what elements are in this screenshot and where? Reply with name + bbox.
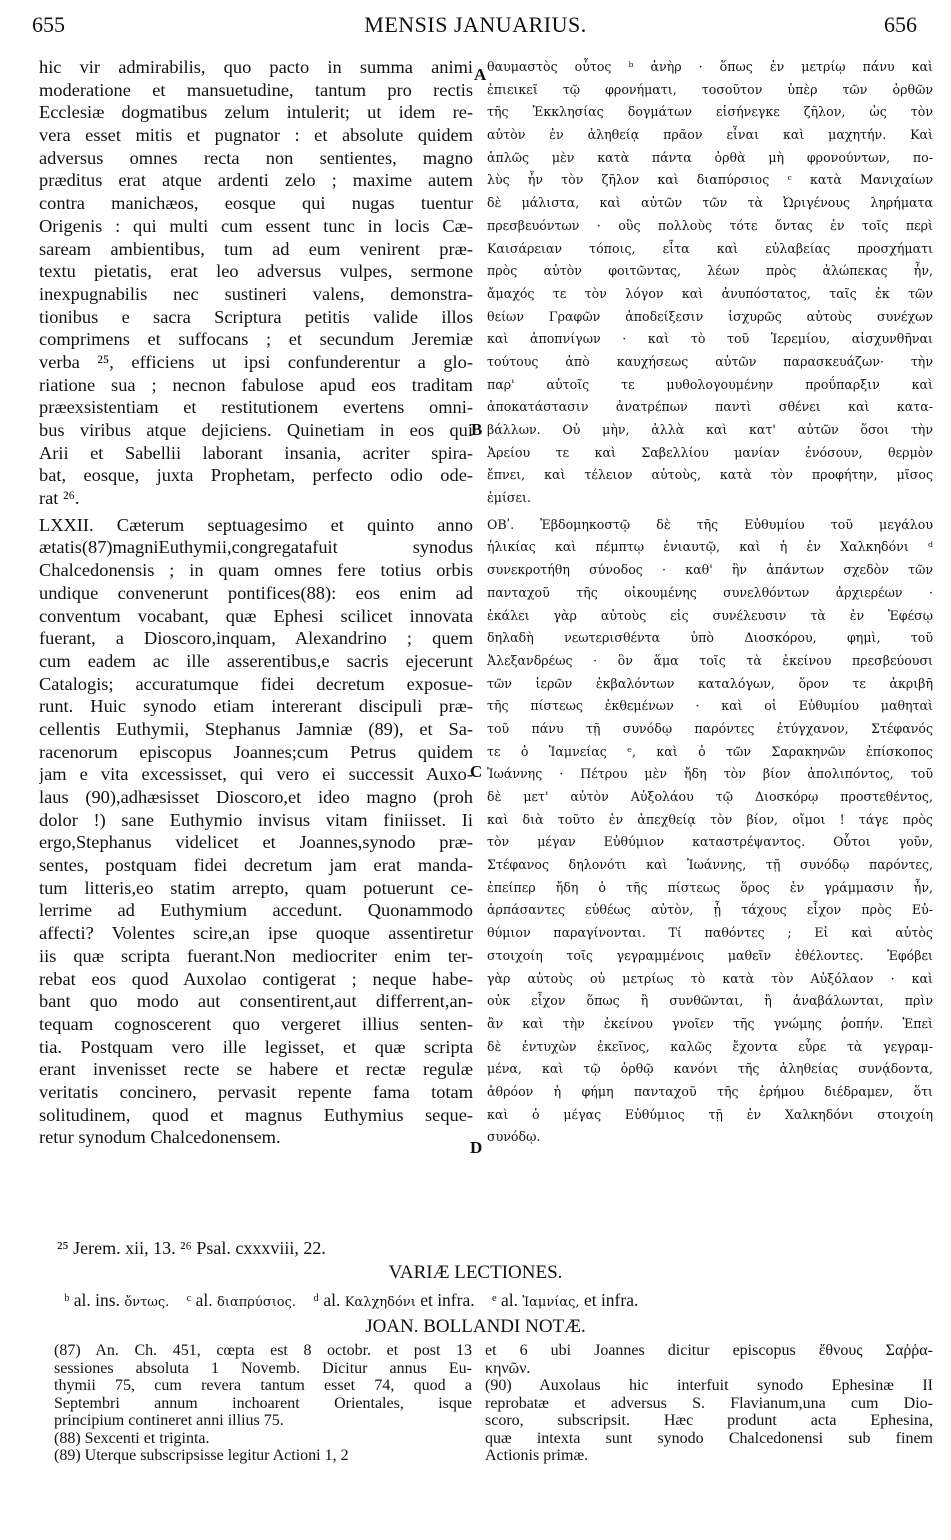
page-header (0, 4, 951, 44)
running-title: MENSIS JANUARIUS. (364, 12, 587, 37)
greek-text-line: ἁπλῶς μὲν κατὰ πάντα ὀρθὰ μὴ φρονούντων, πο- (487, 149, 933, 165)
latin-text-line: dolor !) sane Euthymio invisus vitam finiisset. Ii (39, 809, 473, 830)
latin-column (39, 56, 473, 1149)
greek-text-line: Στέφανος δηλονότι καὶ Ἰωάννης, τῇ συνόδῳ παρόντες, (487, 857, 933, 873)
latin-text-line: præditus erat atque ardenti zelo ; maxime autem (39, 170, 473, 191)
greek-text-line: καὶ ἀποπνίγων · καὶ τὸ τοῦ Ἱερεμίου, αἰσχυνθῆναι (487, 331, 933, 347)
note-line: sessiones absoluta 1 Novemb. Dicitur annus Eu- (54, 1359, 472, 1377)
greek-text-line: ἁρπάσαντες εὐθέως αὐτὸν, ᾗ τάχους εἶχον πρὸς Εὐ- (487, 902, 933, 918)
variant-e-greek: Ἰαμνίας, (522, 1295, 580, 1310)
greek-text-line: ἡλικίας καὶ πέμπτῳ ἐνιαυτῷ, καὶ ἡ ἐν Χαλκηδόνι ᵈ (487, 539, 933, 555)
latin-text-line: tequam cognoscerent quo vergeret illius senten- (39, 1013, 473, 1034)
latin-text-line: Ecclesiæ dogmatibus zelum intulerit; ut idem re- (39, 102, 473, 123)
note-line: reprobatæ et adversus S. Flavianum,una cum Dio- (485, 1394, 933, 1412)
variant-e-label: ᵉ al. (492, 1290, 518, 1310)
latin-text-line: Catalogis; accuratumque fidei decretum exposue- (39, 673, 473, 694)
greek-text-line: τῶν ἱερῶν ἐκβαλόντων καταλόγων, ὅρον τε ἀκριβῆ (487, 675, 933, 691)
greek-text-line: γὰρ αὐτοὺς οὐ μετρίως τὸ κατὰ τὸν Αὐξόλαον · καὶ (487, 970, 933, 986)
greek-text-line: δὲ ἐντυχὼν ἐκεῖνος, καλῶς ἔχοντα εὗρε τὰ γεγραμ- (487, 1038, 933, 1054)
greek-text-line: ΟΒʹ. Ἑβδομηκοστῷ δὲ τῆς Εὐθυμίου τοῦ μεγάλου (487, 516, 933, 532)
variant-d-label: ᵈ al. (313, 1290, 341, 1310)
latin-text-line: moderatione et mansuetudine, tantum pro rectis (39, 79, 473, 100)
latin-text-line: cum eadem ac ille asserentibus,e sacris ejecerunt (39, 650, 473, 671)
greek-text-line: αὐτὸν ἐν ἀληθείᾳ πρᾶον εἶναι καὶ μαχητήν. Καὶ (487, 127, 933, 143)
latin-text-line: Origenis : qui multi cum essent tunc in locis Cæ- (39, 215, 473, 236)
latin-text-line: bant quo modo aut consentirent,aut differrent,an- (39, 991, 473, 1012)
variant-d-greek: Καλχηδόνι (344, 1295, 416, 1310)
page-number-right: 656 (884, 12, 917, 37)
greek-text-line: στοιχοίη τοῖς γεγραμμένοις μαθεῖν ἐθέλοντες. Ἐφόβει (487, 947, 933, 963)
latin-text-line: fuerant, a Dioscoro,inquam, Alexandrino ; quem (39, 628, 473, 649)
margin-marker-d: D (470, 1138, 483, 1157)
latin-text-line: lerrime ad Euthymium accedunt. Quonammodo (39, 900, 473, 921)
greek-text-line: ἐμίσει. (487, 490, 531, 506)
latin-text-line: rat ²⁶. (39, 488, 80, 509)
latin-text-line: præexsistentiam et restitutionem evertens omni- (39, 397, 473, 418)
note-line: principium contineret anni illius 75. (54, 1412, 284, 1429)
bollandi-notes-heading: JOAN. BOLLANDI NOTÆ. (365, 1316, 586, 1337)
variae-lectiones-heading: VARIÆ LECTIONES. (388, 1262, 563, 1283)
latin-text-line: affecti? Volentes scire,an ipse quoque assentiretur (39, 923, 473, 944)
latin-text-line: contra manichæos, eosque qui nugas tuentur (39, 193, 473, 214)
latin-text-line: verba ²⁵, efficiens ut ipsi confunderentur a glo- (39, 351, 473, 372)
latin-text-line: sentes, postquam fidei decretum jam erat manda- (39, 855, 473, 876)
greek-text-line: ἔπνει, καὶ τέλειον αὐτοὺς, κατὰ τὸν προφήτην, μῖσος (487, 467, 933, 483)
latin-text-line: retur synodum Chalcedonensem. (39, 1127, 281, 1148)
latin-text-line: laus (90),adhæsisset Dioscoro,et ideo magno (proh (39, 787, 473, 807)
note-line: (87) An. Ch. 451, cœpta est 8 octobr. et post 13 (54, 1342, 472, 1359)
greek-text-line: θύμιον παραγίνονται. Τί παθόντες ; Εἰ καὶ αὐτὸς (487, 925, 933, 941)
variant-b-greek: ὄντως. (124, 1295, 170, 1310)
greek-text-line: καὶ ὁ μέγας Εὐθύμιος τῇ ἐν Χαλκηδόνι στοιχοίη (487, 1106, 933, 1122)
page-number-left: 655 (32, 12, 65, 37)
greek-text-line: θείων Γραφῶν ἀποδείξεσιν ἰσχυρῶς αὐτοὺς συνέχων (487, 308, 933, 324)
greek-text-line: ἂν καὶ τὴν ἐκείνου γνοῖεν τῆς γνώμης ῥοπήν. Ἐπεὶ (487, 1015, 933, 1031)
greek-text-line: δὲ μάλιστα, καὶ αὐτῶν τῶν τὰ Ὠριγένους ληρήματα (487, 195, 933, 211)
latin-text-line: LXXII. Cæterum septuagesimo et quinto anno (39, 514, 473, 535)
variant-b-label: ᵇ al. ins. (64, 1290, 120, 1310)
note-line: quæ intexta sunt synodo Chalcedonensi sub finem (485, 1429, 933, 1447)
greek-text-line: τῆς πίστεως ἐκθεμένων · καὶ οἱ Εὐθυμίου μαθηταὶ (487, 698, 933, 714)
note-line: κηνῶν. (485, 1359, 531, 1377)
note-line: (88) Sexcenti et triginta. (54, 1429, 210, 1447)
note-line: (89) Uterque subscripsisse legitur Actioni 1, 2 (54, 1447, 349, 1464)
latin-text-line: undique convenerunt pontifices(88): eos enim ad (39, 582, 473, 603)
notes-left-column (54, 1342, 472, 1465)
note-line: Actionis primæ. (485, 1447, 589, 1464)
note-line: (90) Auxolaus hic interfuit synodo Ephesinæ II (485, 1377, 933, 1394)
greek-text-line: Καισάρειαν τόποις, εἶτα καὶ εὐλαβείας προσχήματι (487, 240, 933, 256)
greek-text-line: πρὸς αὐτὸν φοιτῶντας, λέων πρὸς ἀλώπεκας ἦν, (487, 263, 933, 279)
latin-text-line: tionibus e sacra Scriptura petitis valide illos (39, 306, 473, 327)
greek-text-line: μένα, καὶ τῷ ὀρθῷ κανόνι τῆς ἀληθείας συνᾴδοντα, (487, 1061, 933, 1077)
greek-text-line: οὐκ εἶχον ὅπως ἢ συνθῶνται, ἢ ἀναβάλωνται, πρὶν (487, 993, 933, 1009)
margin-marker-b: B (471, 420, 483, 439)
scripture-references: ²⁵ Jerem. xii, 13. ²⁶ Psal. cxxxviii, 22. (57, 1238, 326, 1258)
latin-text-line: erant invenisset recte se habere et rectæ regulæ (39, 1059, 473, 1080)
latin-text-line: racenorum episcopus Joannes;cum Petrus quidem (39, 741, 473, 762)
greek-text-line: Ἀρείου τε καὶ Σαβελλίου μανίαν ἐνόσουν, θερμὸν (487, 444, 933, 460)
margin-marker-a: A (474, 65, 487, 84)
note-line: scoro, subscripsit. Hæc produnt acta Ephesina, (485, 1412, 933, 1429)
greek-text-line: τούτους ἀπὸ καυχήσεως αὐτῶν παρασκευάζων· τὴν (487, 353, 933, 369)
greek-text-line: παρ' αὐτοῖς τε μυθολογουμένην προΰπαρξιν καὶ (487, 376, 933, 392)
latin-text-line: cellentis Euthymii, Stephanus Jamniæ (89), et Sa- (39, 718, 473, 739)
latin-text-line: rebat eos quod Auxolao contigerat ; neque habe- (39, 968, 473, 989)
greek-text-line: συνόδῳ. (487, 1129, 541, 1145)
greek-text-line: ἐπιεικεῖ τῷ φρονήματι, τοσοῦτον ὑπὲρ τῶν ὀρθῶν (487, 81, 933, 97)
greek-text-line: ἐκάλει γὰρ αὐτοὺς εἰς συνέλευσιν τὰ ἐν Ἐφέσῳ (487, 607, 933, 623)
latin-text-line: conventum vocabant, quæ Ephesi scilicet innovata (39, 605, 473, 626)
latin-text-line: bat, eosque, juxta Prophetam, perfecto odio ode- (39, 465, 473, 486)
variant-d-tail: et infra. (420, 1290, 475, 1310)
greek-text-line: πρεσβευόντων · οὓς πολλοὺς τότε ὄντας ἐν τοῖς περὶ (487, 217, 933, 233)
variant-e-tail: et infra. (583, 1290, 639, 1310)
note-line: et 6 ubi Joannes dicitur episcopus ἔθνους Σαῤῥα- (485, 1342, 933, 1359)
latin-text-line: tum litteris,eo statim arrepto, quam potuerunt ce- (39, 877, 473, 898)
latin-text-line: comprimens et suffocans ; et secundum Jeremiæ (39, 329, 473, 350)
latin-text-line: solitudinem, quod et magnus Euthymius seque- (39, 1104, 473, 1125)
note-line: Septembri annum inchoarent Orientales, isque (54, 1394, 472, 1412)
greek-text-line: θαυμαστὸς οὗτος ᵇ ἀνὴρ · ὅπως ἐν μετρίῳ πάνυ καὶ (487, 59, 933, 74)
latin-text-line: bus viribus atque dejiciens. Quinetiam in eos qui (39, 420, 473, 440)
margin-marker-c: C (470, 762, 483, 781)
notes-right-column (485, 1342, 933, 1465)
greek-text-line: ἀποκατάστασιν ἀνατρέπων παντὶ σθένει καὶ κατα- (487, 399, 933, 415)
greek-text-line: τῆς Ἐκκλησίας δογμάτων εἰσήνεγκε ζῆλον, ὡς τὸν (487, 104, 933, 120)
variae-lectiones (64, 1290, 638, 1311)
variant-c-greek: διαπρύσιος. (217, 1295, 297, 1310)
latin-text-line: adversus omnes recta non sentientes, magno (39, 147, 473, 168)
greek-text-line: ἀθρόον ἡ φήμη πανταχοῦ τῆς ἐρήμου διέδραμεν, ὅτι (487, 1083, 933, 1099)
greek-text-line: πανταχοῦ τῆς οἰκουμένης συνελθόντων ἀρχιερέων · (487, 584, 933, 600)
greek-text-line: τοῦ πάνυ τῇ συνόδῳ παρόντες ἐτύγχανον, Στέφανός (487, 720, 933, 736)
variant-c-label: ᶜ al. (186, 1290, 213, 1310)
greek-text-line: καὶ διὰ τοῦτο ἐν ἀπεχθείᾳ τὸν βίον, οἴμοι ! τάγε πρὸς (487, 811, 933, 827)
greek-text-line: τε ὁ Ἰαμνείας ᵉ, καὶ ὁ τῶν Σαρακηνῶν ἐπίσκοπος (487, 743, 933, 759)
latin-text-line: Chalcedonensis ; in quam omnes fere totius orbis (39, 560, 473, 581)
greek-text-line: Ἰωάννης · Πέτρου μὲν ἤδη τὸν βίον ἀπολιπόντος, τοῦ (487, 766, 933, 782)
greek-text-line: τὸν μέγαν Εὐθύμιον καταστρέψαντος. Οὗτοι γοῦν, (487, 834, 933, 850)
latin-text-line: jam e vita excessisset, qui vero ei successit Auxo- (39, 764, 473, 785)
latin-text-line: vera esset mitis et pugnator : et absolute quidem (39, 125, 473, 146)
greek-text-line: βάλλων. Οὐ μὴν, ἀλλὰ καὶ κατ' αὐτῶν ὅσοι τὴν (487, 422, 933, 437)
greek-text-line: δὲ μετ' αὐτὸν Αὐξολάου τῷ Διοσκόρῳ προστεθέντος, (487, 789, 933, 804)
latin-text-line: iis quæ scripta fuerant.Non mediocriter enim ter- (39, 945, 473, 966)
latin-text-line: riatione sua ; necnon fabulose apud eos traditam (39, 374, 473, 395)
latin-text-line: hic vir admirabilis, quo pacto in summa animi (39, 57, 473, 77)
greek-column (487, 56, 933, 1149)
greek-text-line: συνεκροτήθη σύνοδος · καθ' ἣν ἁπάντων σχεδὸν τῶν (487, 562, 933, 578)
greek-text-line: Ἀλεξανδρέως · ὃν ἅμα τοῖς τὰ ἐκείνου πρεσβεύουσι (487, 652, 933, 668)
latin-text-line: textu pietatis, erat leo adversus vulpes, sermone (39, 261, 473, 282)
latin-text-line: ergo,Stephanus videlicet et Joannes,synodo præ- (39, 832, 473, 853)
greek-text-line: δηλαδὴ νεωτερισθέντα ὑπὸ Διοσκόρου, φημὶ, τοῦ (487, 630, 933, 646)
greek-text-line: λὺς ἦν τὸν ζῆλον καὶ διαπύρσιος ᶜ κατὰ Μανιχαίων (487, 172, 933, 188)
greek-text-line: ἄμαχός τε τὸν λόγον καὶ ἀνυπόστατος, ταῖς ἐκ τῶν (487, 285, 933, 301)
note-line: thymii 75, cum revera tantum esset 74, quod a (54, 1377, 472, 1394)
latin-text-line: veritatis concinero, pervasit repente fama totam (39, 1081, 473, 1102)
latin-text-line: runt. Huic synodo etiam intererant discipuli præ- (39, 696, 473, 717)
greek-text-line: ἐπείπερ ἤδη ὁ τῆς πίστεως ὅρος ἐν γράμμασιν ἦν, (487, 879, 933, 895)
latin-text-line: inexpugnabilis nec sustineri valens, demonstra- (39, 283, 473, 304)
latin-text-line: tia. Postquam vero ille legisset, et quæ scripta (39, 1036, 473, 1057)
latin-text-line: Arii et Sabellii laborant insania, acriter spira- (39, 442, 473, 463)
latin-text-line: ætatis(87)magniEuthymii,congregatafuit synodus (39, 537, 473, 558)
latin-text-line: saream ambientibus, tum ad eum venirent præ- (39, 238, 473, 259)
